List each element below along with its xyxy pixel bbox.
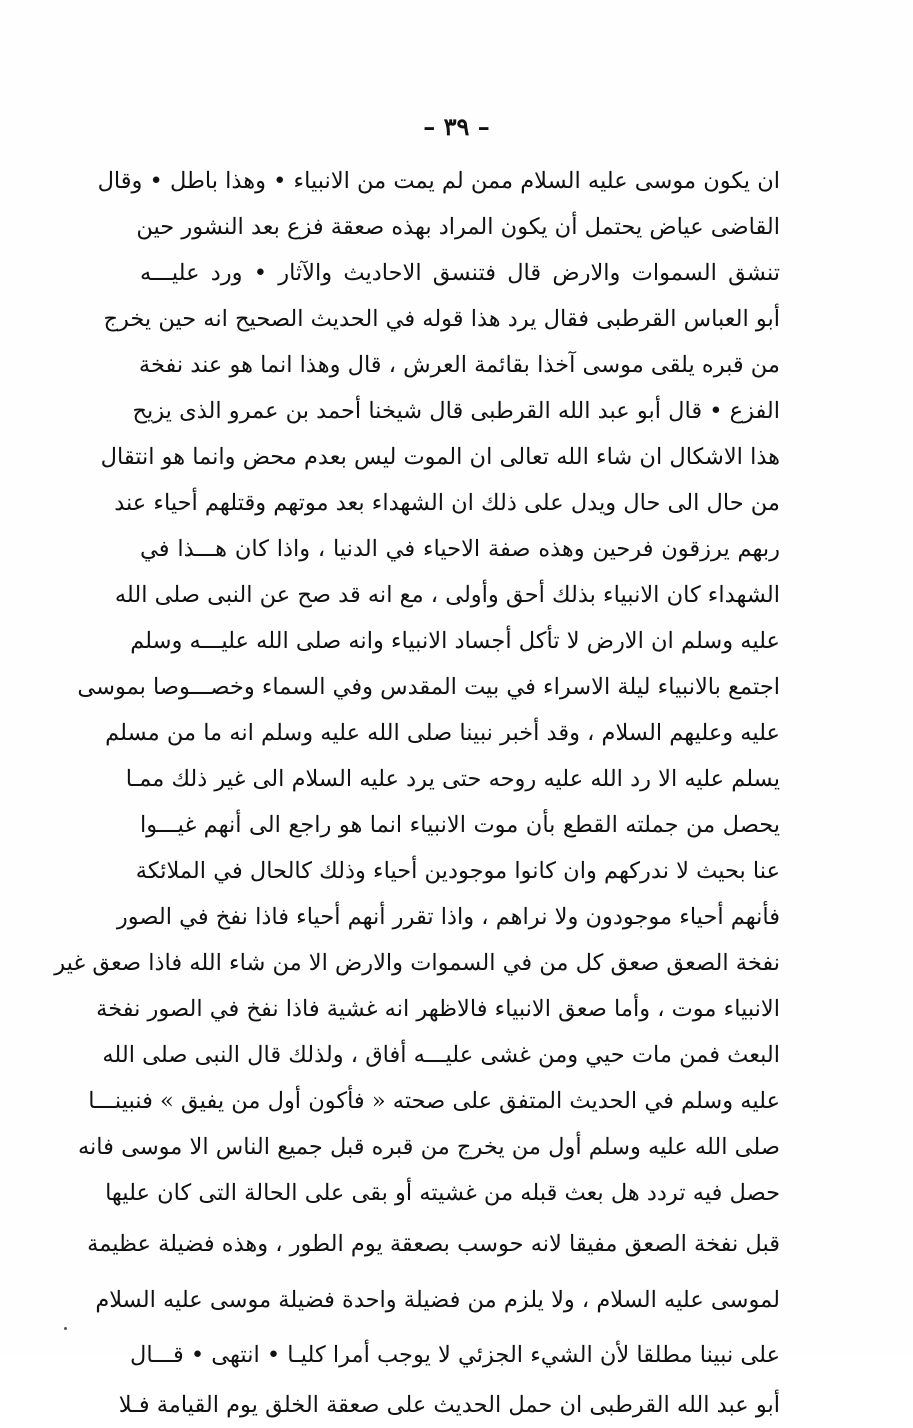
text-line: ربهم يرزقون فرحين وهذه صفة الاحياء في الدنيا ، واذا كان هـــذا في [140, 536, 780, 562]
text-line: عليه وسلم ان الارض لا تأكل أجساد الانبياء وانه صلى الله عليـــه وسلم [130, 628, 780, 654]
text-line: القاضى عياض يحتمل أن يكون المراد بهذه صعقة فزع بعد النشور حين [136, 214, 780, 240]
text-line: الانبياء موت ، وأما صعق الانبياء فالاظهر انه غشية فاذا نفخ في الصور نفخة [96, 996, 780, 1022]
text-line: عنا بحيث لا ندركهم وان كانوا موجودين أحياء وذلك كالحال في الملائكة [135, 858, 780, 884]
text-line: أبو العباس القرطبى فقال يرد هذا قوله في الحديث الصحيح انه حين يخرج [103, 306, 780, 332]
page-number: – ٣٩ – [423, 112, 490, 141]
text-line: لموسى عليه السلام ، ولا يلزم من فضيلة واحدة فضيلة موسى عليه السلام [95, 1287, 780, 1313]
page-body-text [54, 158, 780, 1428]
text-line: ان يكون موسى عليه السلام ممن لم يمت من الانبياء • وهذا باطل • وقال [97, 168, 780, 194]
text-line: تنشق السموات والارض قال فتنسق الاحاديث والآثار • ورد عليـــه [140, 260, 780, 286]
text-line: من قبره يلقى موسى آخذا بقائمة العرش ، قال وهذا انما هو عند نفخة [138, 352, 780, 378]
text-line: صلى الله عليه وسلم أول من يخرج من قبره قبل جميع الناس الا موسى فانه [77, 1134, 780, 1160]
text-line: أبو عبد الله القرطبى ان حمل الحديث على صعقة الخلق يوم القيامة فـلا [118, 1392, 780, 1418]
text-line: اجتمع بالانبياء ليلة الاسراء في بيت المقدس وفي السماء وخصـــوصا بموسى [77, 674, 780, 700]
text-line: يسلم عليه الا رد الله عليه روحه حتى يرد عليه السلام الى غير ذلك ممـا [125, 766, 780, 792]
text-line: قبل نفخة الصعق مفيقا لانه حوسب بصعقة يوم الطور ، وهذه فضيلة عظيمة [87, 1231, 780, 1257]
text-line: فأنهم أحياء موجودون ولا نراهم ، واذا تقرر أنهم أحياء فاذا نفخ في الصور [116, 904, 780, 930]
text-line: هذا الاشكال ان شاء الله تعالى ان الموت ليس بعدم محض وانما هو انتقال [100, 444, 780, 470]
text-line: حصل فيه تردد هل بعث قبله من غشيته أو بقى على الحالة التى كان عليها [105, 1180, 780, 1206]
text-line: نفخة الصعق صعق كل من في السموات والارض الا من شاء الله فاذا صعق غير [54, 950, 780, 976]
text-line: عليه وعليهم السلام ، وقد أخبر نبينا صلى الله عليه وسلم انه ما من مسلم [105, 720, 780, 746]
text-line: عليه وسلم في الحديث المتفق على صحته « فأكون أول من يفيق » فنبينـــا [88, 1088, 780, 1114]
text-line: البعث فمن مات حيي ومن غشى عليـــه أفاق ، ولذلك قال النبى صلى الله [102, 1042, 780, 1068]
text-line: من حال الى حال ويدل على ذلك ان الشهداء بعد موتهم وقتلهم أحياء عند [114, 490, 780, 516]
text-line: يحصل من جملته القطع بأن موت الانبياء انما هو راجع الى أنهم غيـــوا [140, 812, 780, 838]
text-line: الشهداء كان الانبياء بذلك أحق وأولى ، مع انه قد صح عن النبى صلى الله [114, 582, 780, 608]
text-line: الفزع • قال أبو عبد الله القرطبى قال شيخنا أحمد بن عمرو الذى يزيح [132, 398, 780, 424]
text-line: على نبينا مطلقا لأن الشيء الجزئي لا يوجب أمرا كليـا • انتهى • قـــال [129, 1342, 780, 1368]
print-speck [64, 1327, 67, 1330]
